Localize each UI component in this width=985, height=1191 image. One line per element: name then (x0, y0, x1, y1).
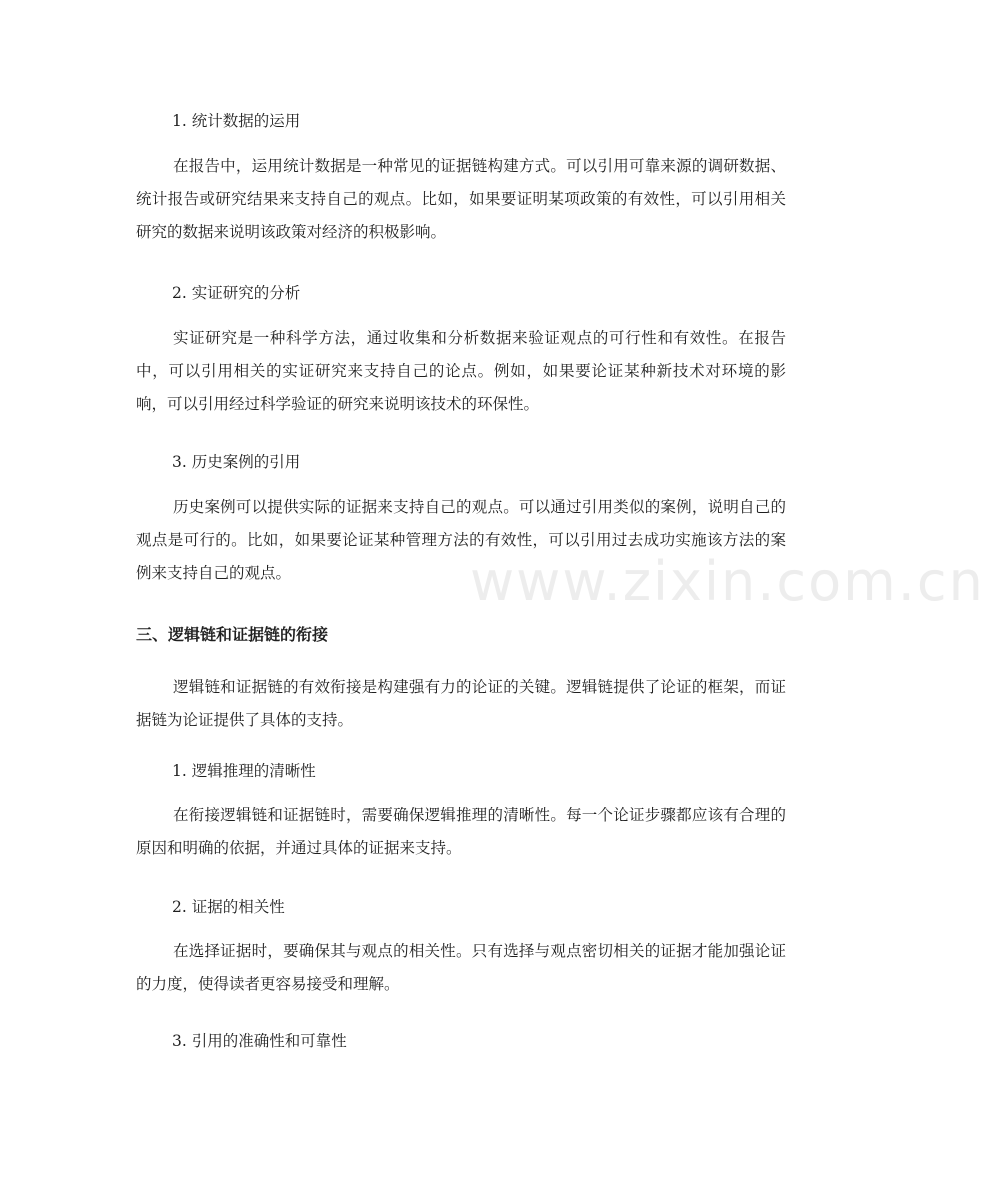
item-heading-clarity: 1. 逻辑推理的清晰性 (172, 762, 316, 780)
item-heading-relevance: 2. 证据的相关性 (172, 898, 285, 916)
paragraph-history: 历史案例可以提供实际的证据来支持自己的观点。可以通过引用类似的案例，说明自己的观点是可行的。比如，如果要论证某种管理方法的有效性，可以引用过去成功实施该方法的案例来支持自己的观点。 (136, 498, 786, 582)
paragraph-connection: 逻辑链和证据链的有效衔接是构建强有力的论证的关键。逻辑链提供了论证的框架，而证据链为论证提供了具体的支持。 (136, 678, 786, 729)
watermark: www.zixin.com.cn (470, 550, 985, 613)
paragraph-statistics: 在报告中，运用统计数据是一种常见的证据链构建方式。可以引用可靠来源的调研数据、统计报告或研究结果来支持自己的观点。比如，如果要证明某项政策的有效性，可以引用相关研究的数据来说明该政策对经济的积极影响。 (136, 157, 786, 241)
paragraph-clarity: 在衔接逻辑链和证据链时，需要确保逻辑推理的清晰性。每一个论证步骤都应该有合理的原因和明确的依据，并通过具体的证据来支持。 (136, 806, 786, 857)
paragraph-empirical: 实证研究是一种科学方法，通过收集和分析数据来验证观点的可行性和有效性。在报告中，可以引用相关的实证研究来支持自己的论点。例如，如果要论证某种新技术对环境的影响，可以引用经过科学验证的研究来说明该技术的环保性。 (136, 329, 786, 413)
section-heading-connection: 三、逻辑链和证据链的衔接 (136, 625, 329, 644)
item-heading-accuracy: 3. 引用的准确性和可靠性 (172, 1032, 347, 1050)
paragraph-relevance: 在选择证据时，要确保其与观点的相关性。只有选择与观点密切相关的证据才能加强论证的力度，使得读者更容易接受和理解。 (136, 942, 786, 993)
item-heading-empirical: 2. 实证研究的分析 (172, 284, 301, 302)
item-heading-history: 3. 历史案例的引用 (172, 453, 301, 471)
item-heading-statistics: 1. 统计数据的运用 (172, 112, 301, 130)
